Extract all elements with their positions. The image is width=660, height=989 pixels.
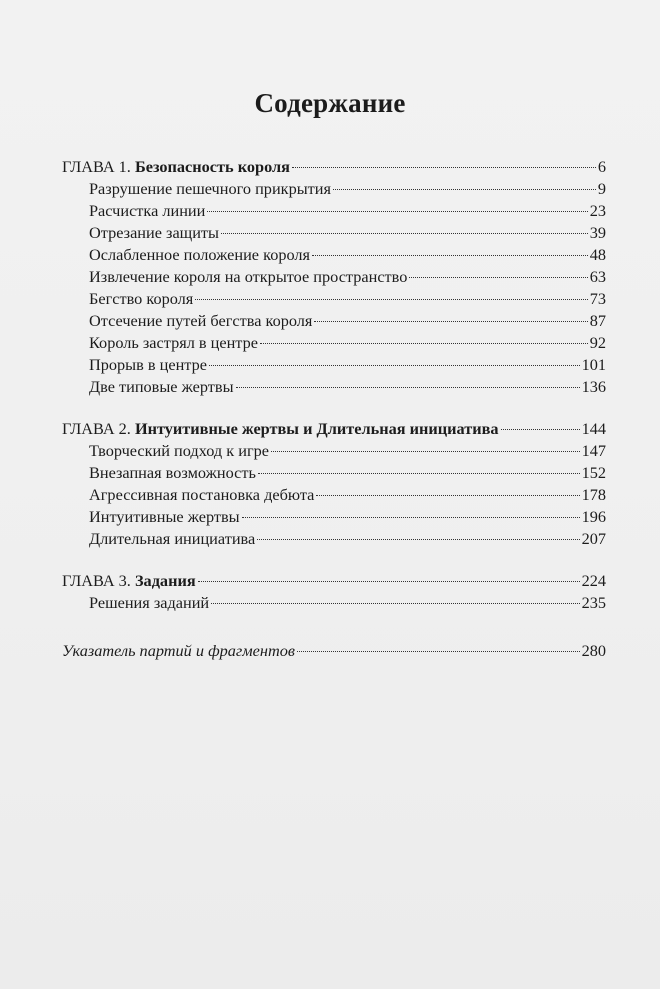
toc-item-label: Решения заданий (89, 593, 210, 612)
index-label: Указатель партий и фрагментов (62, 641, 295, 660)
toc-item[interactable] (62, 528, 606, 550)
toc-item-label: Творческий подход к игре (89, 441, 269, 460)
page-number: 23 (589, 201, 606, 220)
dot-leader (271, 451, 580, 452)
toc-item[interactable] (62, 354, 606, 376)
dot-leader (409, 277, 587, 278)
page-number: 48 (589, 245, 606, 264)
page-number: 196 (581, 507, 606, 526)
toc-item[interactable] (62, 506, 606, 528)
dot-leader (195, 299, 587, 300)
dot-leader (221, 233, 588, 234)
chapter-title: Безопасность короля (134, 157, 290, 176)
page-number: 207 (581, 529, 606, 548)
toc-item-label: Бегство короля (89, 289, 194, 308)
dot-leader (209, 365, 580, 366)
toc-item[interactable] (62, 462, 606, 484)
toc-item[interactable] (62, 592, 606, 614)
toc-item-label: Внезапная возможность (89, 463, 256, 482)
toc-item-label: Разрушение пешечного прикрытия (89, 179, 331, 198)
toc-item-label: Интуитивные жертвы (89, 507, 240, 526)
dot-leader (292, 167, 596, 168)
page-number: 224 (581, 571, 606, 590)
page-number: 9 (597, 179, 606, 198)
toc-chapter-3[interactable] (62, 570, 606, 592)
page-number: 147 (581, 441, 606, 460)
toc-item-label: Отрезание защиты (89, 223, 219, 242)
page-number: 144 (581, 419, 606, 438)
dot-leader (198, 581, 580, 582)
toc-item-label: Король застрял в центре (89, 333, 258, 352)
toc-index[interactable] (62, 640, 606, 662)
page-number: 39 (589, 223, 606, 242)
dot-leader (207, 211, 587, 212)
toc-item-label: Отсечение путей бегства короля (89, 311, 313, 330)
dot-leader (312, 255, 588, 256)
toc-item[interactable] (62, 376, 606, 398)
table-of-contents (62, 156, 606, 662)
toc-chapter-2[interactable] (62, 418, 606, 440)
page-number: 235 (581, 593, 606, 612)
toc-chapter-1[interactable] (62, 156, 606, 178)
toc-item[interactable] (62, 178, 606, 200)
page-number: 178 (581, 485, 606, 504)
toc-item-label: Агрессивная постановка дебюта (89, 485, 315, 504)
toc-item[interactable] (62, 244, 606, 266)
toc-item[interactable] (62, 266, 606, 288)
toc-item-label: Расчистка линии (89, 201, 206, 220)
page-number: 73 (589, 289, 606, 308)
dot-leader (297, 651, 580, 652)
dot-leader (257, 539, 579, 540)
page-number: 280 (581, 641, 606, 660)
toc-item[interactable] (62, 440, 606, 462)
toc-item-label: Ослабленное положение короля (89, 245, 311, 264)
chapter-prefix: ГЛАВА 2. (62, 419, 131, 438)
page-number: 152 (581, 463, 606, 482)
dot-leader (236, 387, 580, 388)
toc-item[interactable] (62, 288, 606, 310)
toc-item[interactable] (62, 200, 606, 222)
page-number: 6 (597, 157, 606, 176)
page-number: 63 (589, 267, 606, 286)
toc-item-label: Длительная инициатива (89, 529, 256, 548)
page-title: Содержание (254, 88, 406, 118)
page-number: 136 (581, 377, 606, 396)
page-number: 92 (589, 333, 606, 352)
chapter-title: Задания (134, 571, 196, 590)
dot-leader (333, 189, 596, 190)
page-number: 87 (589, 311, 606, 330)
chapter-title: Интуитивные жертвы и Длительная инициатива (134, 419, 499, 438)
toc-item-label: Две типовые жертвы (89, 377, 234, 396)
dot-leader (260, 343, 588, 344)
spacer (62, 398, 606, 418)
dot-leader (316, 495, 579, 496)
dot-leader (501, 429, 580, 430)
dot-leader (314, 321, 587, 322)
toc-item[interactable] (62, 310, 606, 332)
toc-item-label: Извлечение короля на открытое пространство (89, 267, 408, 286)
toc-item[interactable] (62, 332, 606, 354)
page-number: 101 (581, 355, 606, 374)
chapter-prefix: ГЛАВА 1. (62, 157, 131, 176)
spacer (62, 614, 606, 640)
toc-item[interactable] (62, 222, 606, 244)
spacer (62, 550, 606, 570)
dot-leader (211, 603, 579, 604)
dot-leader (242, 517, 580, 518)
chapter-prefix: ГЛАВА 3. (62, 571, 131, 590)
dot-leader (258, 473, 580, 474)
toc-item[interactable] (62, 484, 606, 506)
toc-item-label: Прорыв в центре (89, 355, 207, 374)
